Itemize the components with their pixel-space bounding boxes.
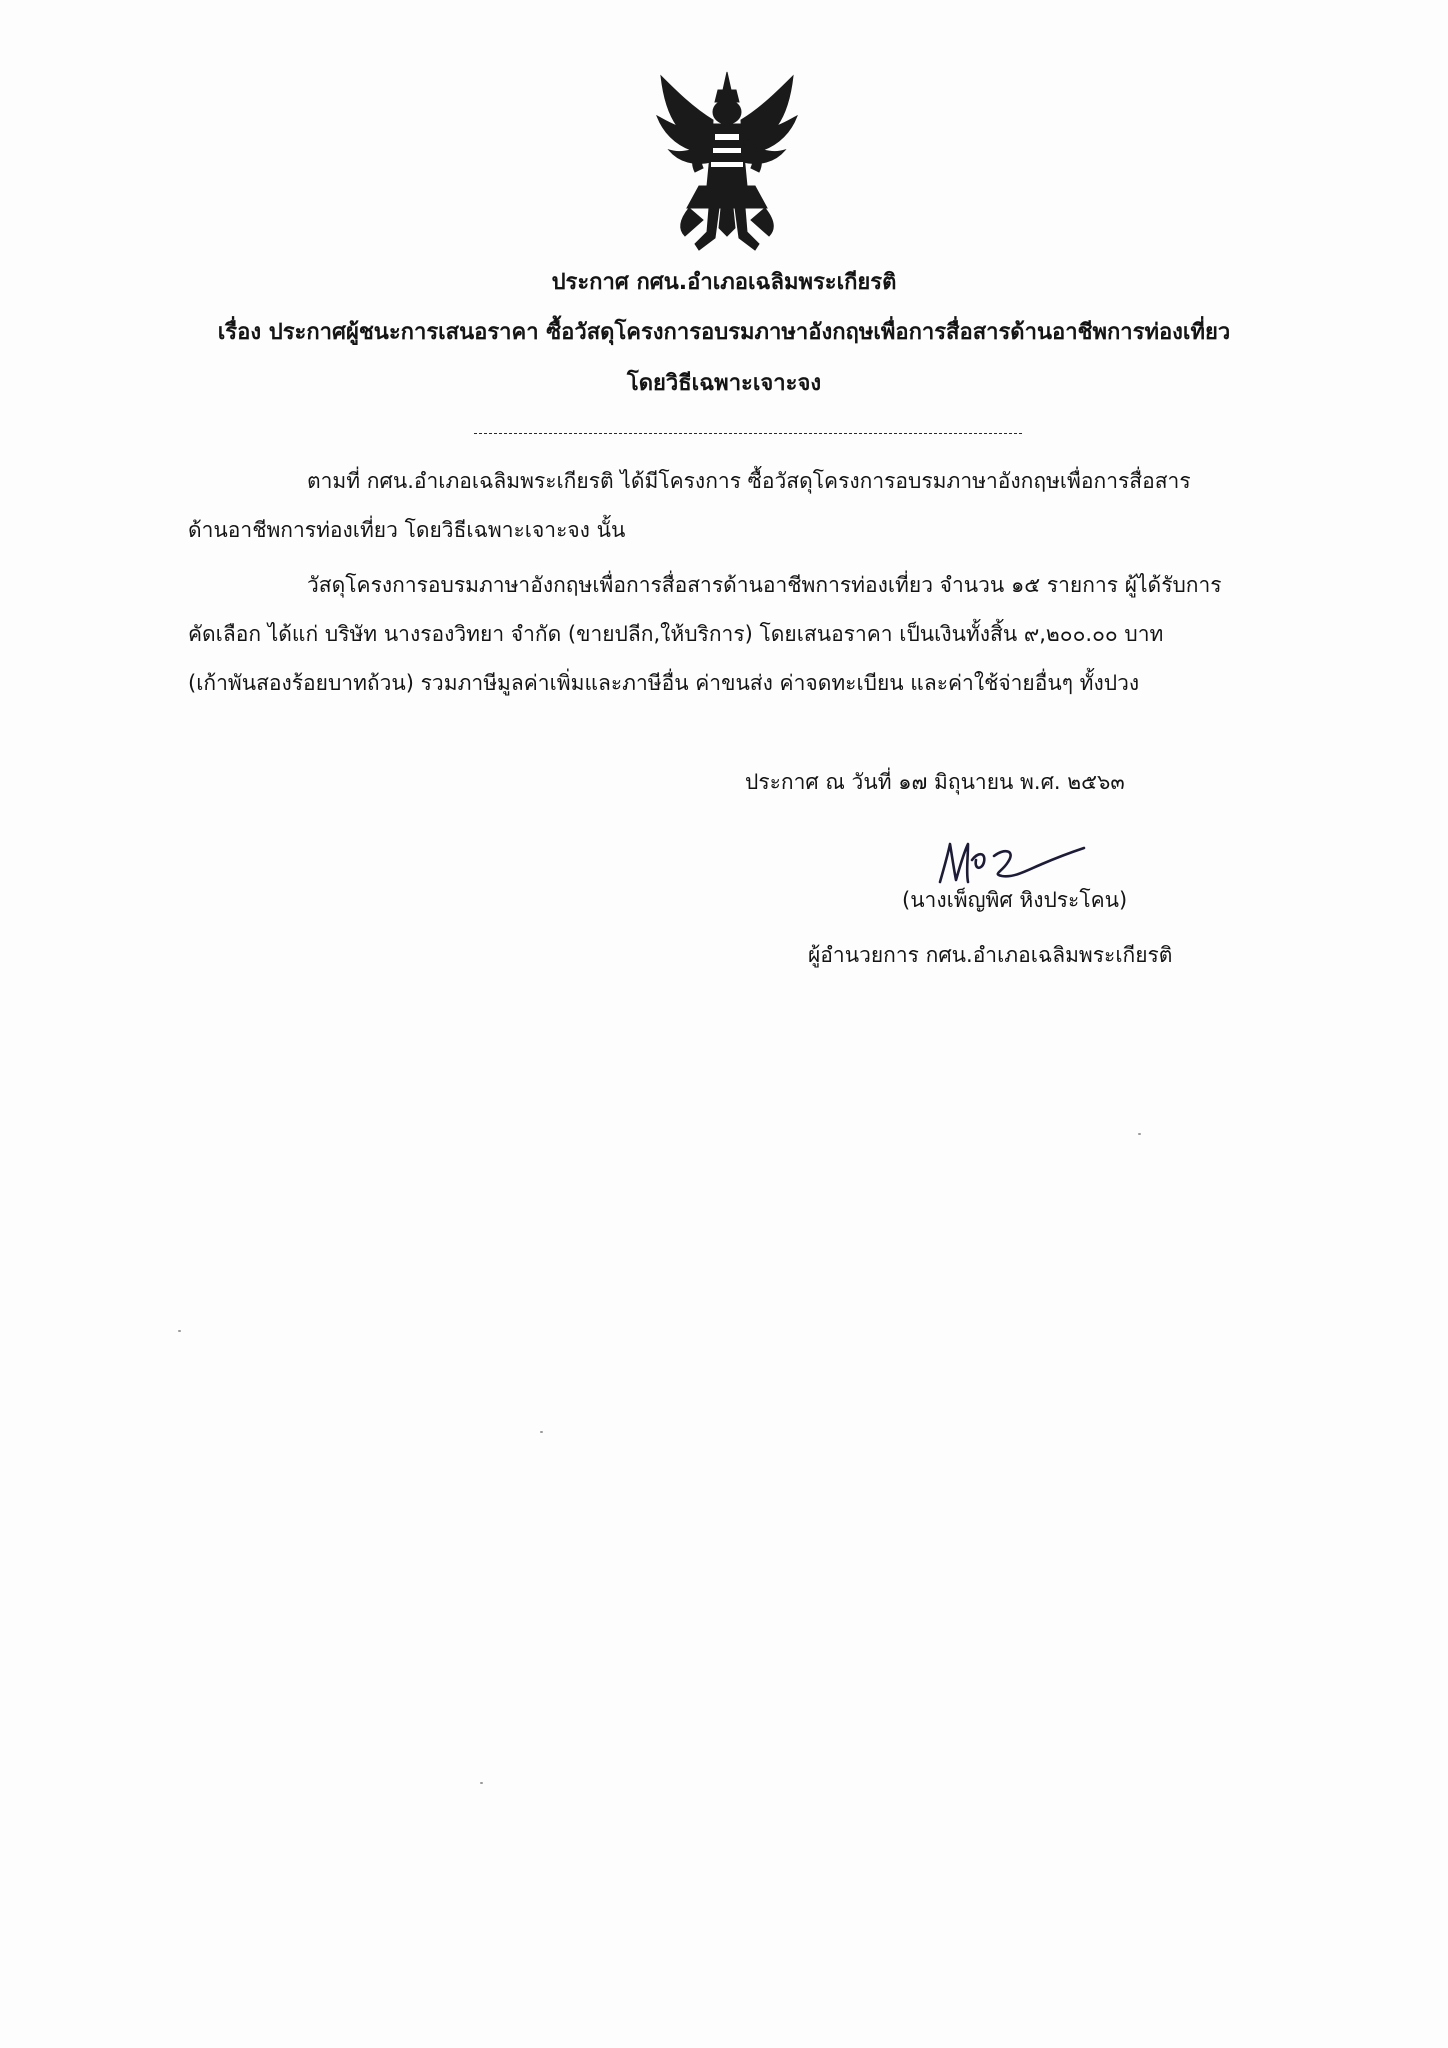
body-paragraph-2-line-3: (เก้าพันสองร้อยบาทถ้วน) รวมภาษีมูลค่าเพิ่มและภาษีอื่น ค่าขนส่ง ค่าจดทะเบียน และค่าใช้จ่ายอื่นๆ ทั้งปวง [188, 671, 1140, 695]
body-paragraph-2-line-2: คัดเลือก ได้แก่ บริษัท นางรองวิทยา จำกัด (ขายปลีก,ให้บริการ) โดยเสนอราคา เป็นเงินทั้งสิ้น ๙,๒๐๐.๐๐ บาท [188, 622, 1164, 646]
garuda-emblem-icon [655, 68, 800, 258]
scan-speck [178, 1330, 181, 1332]
header-divider [474, 433, 1022, 434]
announcement-method: โดยวิธีเฉพาะเจาะจง [626, 371, 822, 396]
announcement-date: ประกาศ ณ วันที่ ๑๗ มิถุนายน พ.ศ. ๒๕๖๓ [745, 770, 1125, 794]
body-paragraph-2-line-1: วัสดุโครงการอบรมภาษาอังกฤษเพื่อการสื่อสารด้านอาชีพการท่องเที่ยว จำนวน ๑๕ รายการ ผู้ได้รับการ [307, 573, 1222, 597]
scan-speck [1138, 1133, 1141, 1135]
announcement-subject: เรื่อง ประกาศผู้ชนะการเสนอราคา ซื้อวัสดุโครงการอบรมภาษาอังกฤษเพื่อการสื่อสารด้านอาชีพการท่องเที่ยว [217, 320, 1231, 345]
body-paragraph-1-line-2: ด้านอาชีพการท่องเที่ยว โดยวิธีเฉพาะเจาะจง นั้น [188, 518, 626, 542]
scan-speck [540, 1431, 543, 1433]
signatory-position: ผู้อำนวยการ กศน.อำเภอเฉลิมพระเกียรติ [808, 943, 1173, 967]
body-paragraph-1-line-1: ตามที่ กศน.อำเภอเฉลิมพระเกียรติ ได้มีโครงการ ซื้อวัสดุโครงการอบรมภาษาอังกฤษเพื่อการสื่อสาร [307, 469, 1191, 493]
announcement-title: ประกาศ กศน.อำเภอเฉลิมพระเกียรติ [551, 270, 897, 295]
signatory-name: (นางเพ็ญพิศ หิงประโคน) [902, 888, 1128, 912]
scan-speck [480, 1782, 483, 1784]
